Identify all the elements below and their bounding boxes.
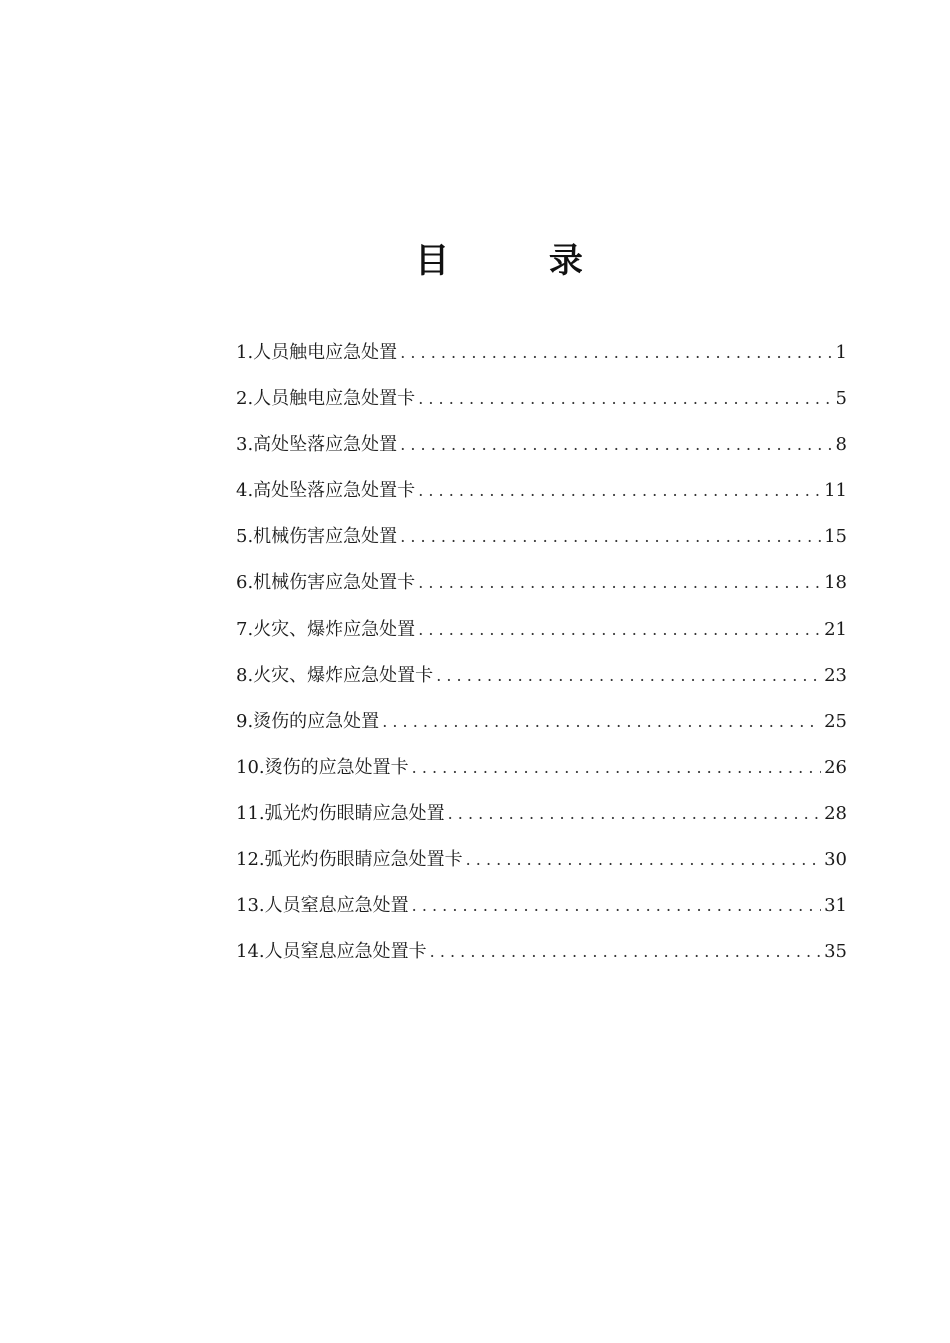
toc-dot-leader	[400, 422, 832, 468]
toc-dot-leader	[430, 929, 821, 975]
toc-entry-label: 10.烫伤的应急处置卡	[236, 756, 409, 778]
toc-entry-label: 6.机械伤害应急处置卡	[236, 572, 416, 594]
toc-dot-leader	[400, 514, 821, 560]
toc-entry[interactable]	[236, 514, 847, 560]
toc-page-number: 5	[835, 388, 847, 410]
toc-entry[interactable]	[236, 745, 847, 791]
toc-page-number: 8	[835, 434, 847, 456]
toc-entry-label: 3.高处坠落应急处置	[236, 434, 398, 456]
toc-entry-label: 1.人员触电应急处置	[236, 342, 398, 363]
toc-page-number: 25	[824, 710, 847, 732]
toc-entry[interactable]	[236, 653, 847, 699]
toc-entry[interactable]	[236, 837, 847, 883]
toc-page-number: 21	[824, 618, 847, 640]
toc-entry-label: 4.高处坠落应急处置卡	[236, 480, 416, 502]
toc-page-number: 1	[835, 342, 847, 363]
toc-page-number: 35	[824, 941, 847, 963]
toc-page-number: 31	[824, 895, 847, 917]
toc-entry[interactable]	[236, 791, 847, 837]
toc-entry-label: 2.人员触电应急处置卡	[236, 388, 416, 410]
toc-entry[interactable]	[236, 883, 847, 929]
toc-page-number: 18	[824, 572, 847, 594]
toc-dot-leader	[412, 745, 821, 791]
toc-dot-leader	[382, 699, 821, 745]
toc-dot-leader	[436, 653, 821, 699]
toc-entry[interactable]	[236, 330, 847, 376]
toc-dot-leader	[418, 376, 832, 422]
toc-dot-leader	[418, 607, 821, 653]
toc-dot-leader	[466, 837, 821, 883]
toc-dot-leader	[448, 791, 821, 837]
toc-entry-label: 14.人员窒息应急处置卡	[236, 941, 427, 963]
toc-dot-leader	[418, 560, 821, 606]
toc-dot-leader	[418, 468, 821, 514]
toc-entry[interactable]	[236, 422, 847, 468]
toc-entry-label: 9.烫伤的应急处置	[236, 710, 380, 732]
toc-entry[interactable]	[236, 468, 847, 514]
toc-page-number: 26	[824, 756, 847, 778]
toc-entry[interactable]	[236, 699, 847, 745]
toc-entry[interactable]	[236, 929, 847, 975]
toc-page-number: 28	[824, 802, 847, 824]
toc-dot-leader	[412, 883, 821, 929]
toc-entry-label: 8.火灾、爆炸应急处置卡	[236, 664, 434, 686]
toc-entry-label: 12.弧光灼伤眼睛应急处置卡	[236, 849, 463, 871]
toc-dot-leader	[400, 330, 832, 376]
toc-entry[interactable]	[236, 560, 847, 606]
toc-entry-label: 11.弧光灼伤眼睛应急处置	[236, 802, 445, 824]
toc-entry[interactable]	[236, 376, 847, 422]
toc-entry-label: 5.机械伤害应急处置	[236, 526, 398, 548]
toc-entry-label: 13.人员窒息应急处置	[236, 895, 409, 917]
toc-page-number: 30	[824, 849, 847, 871]
toc-page-number: 23	[824, 664, 847, 686]
table-of-contents	[236, 330, 847, 975]
toc-page-number: 11	[824, 480, 847, 502]
toc-entry[interactable]	[236, 607, 847, 653]
toc-page-number: 15	[824, 526, 847, 548]
page-title: 目 录	[415, 241, 627, 281]
toc-entry-label: 7.火灾、爆炸应急处置	[236, 618, 416, 640]
